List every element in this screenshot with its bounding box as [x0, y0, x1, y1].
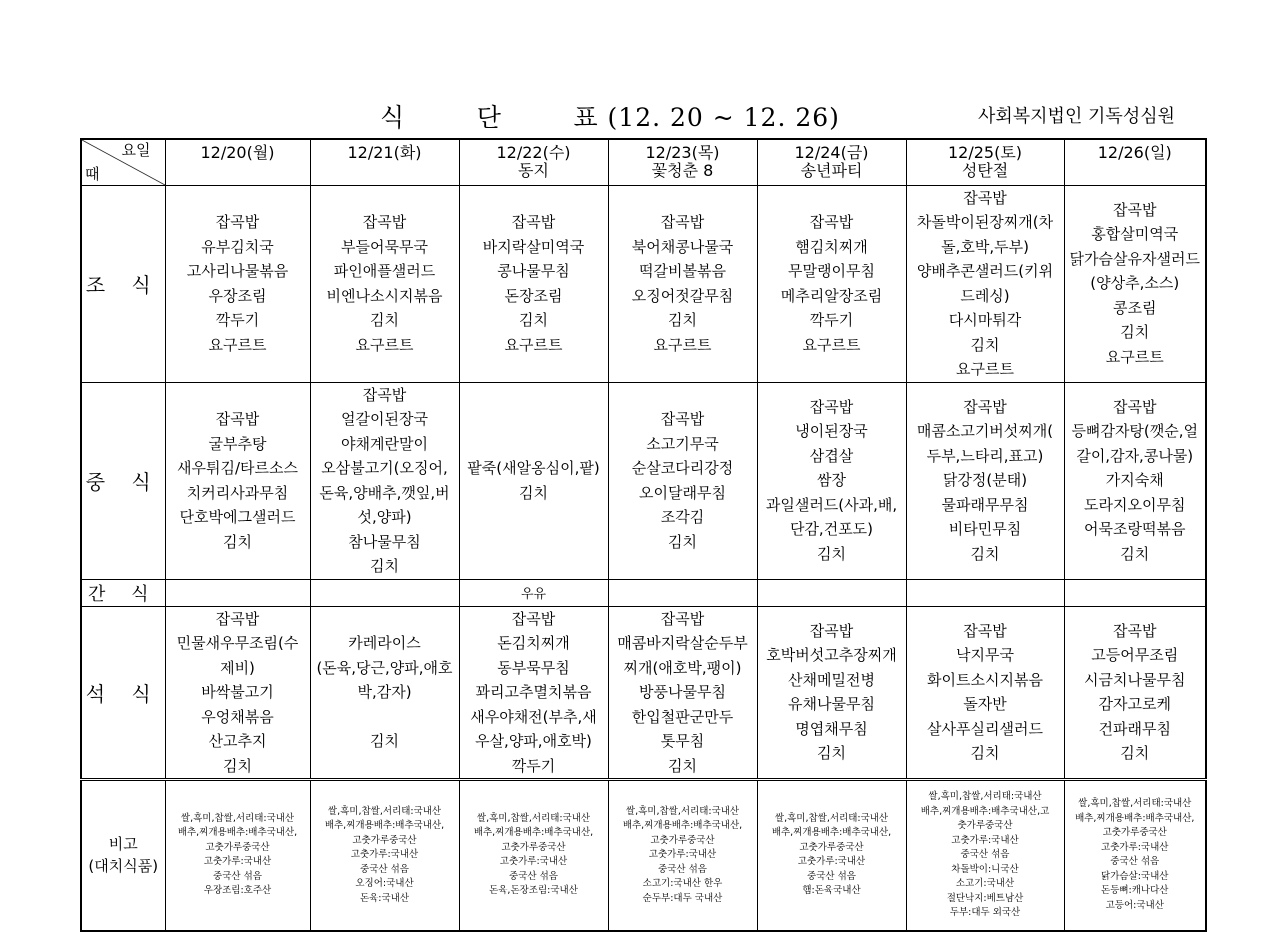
menu-item: 양배추콘샐러드(키위 — [916, 262, 1054, 280]
note-line: 고춧가루중국산 — [352, 834, 417, 846]
note-line: 중국산 섞음 — [1110, 856, 1160, 868]
menu-item: 무말랭이무침 — [788, 262, 875, 280]
day-sub — [166, 162, 310, 180]
menu-item: 호박버섯고추장찌개 — [766, 646, 897, 665]
day-header-4 — [757, 139, 906, 185]
note-line: 쌀,흑미,찹쌀,서리태:국내산 — [1078, 798, 1192, 810]
menu-item: 김치 — [519, 483, 548, 502]
menu-item: 등뼈감자탕(깻순,얼 — [1071, 422, 1199, 441]
note-line: 고춧가루중국산 — [501, 841, 566, 853]
menu-item: 잡곡밥 — [963, 397, 1007, 416]
day-sub: 송년파티 — [800, 161, 863, 181]
snack-label: 간 식 — [81, 579, 165, 606]
menu-item: 치커리사과무침 — [186, 483, 289, 502]
note-cell-6 — [1064, 780, 1206, 931]
menu-item: 잡곡밥 — [660, 213, 705, 231]
menu-item: 건파래무침 — [1098, 719, 1171, 738]
menu-item: 햄김치찌개 — [795, 237, 868, 256]
menu-cell-1 — [310, 382, 459, 579]
day-date: 12/20(월) — [200, 143, 275, 163]
menu-cell-6 — [1064, 606, 1206, 780]
menu-cell-5 — [906, 185, 1064, 382]
snack-row — [81, 579, 1206, 606]
menu-cell-0 — [165, 185, 310, 382]
menu-item: 고사리나물볶음 — [186, 262, 289, 280]
menu-item: 요구르트 — [653, 335, 712, 354]
menu-cell-1 — [310, 606, 459, 780]
day-sub — [1065, 162, 1206, 180]
day-sub: 동지 — [518, 161, 549, 181]
note-line: 고춧가루:국내산 — [350, 849, 419, 860]
note-cell-3 — [608, 780, 757, 931]
menu-item: 카레라이스 — [348, 634, 421, 652]
note-line: 고춧가루:국내산 — [499, 856, 568, 868]
menu-item: 잡곡밥 — [660, 609, 705, 628]
menu-item: 섯,양파) — [357, 508, 412, 526]
note-line: 순두부:대두 국내산 — [642, 892, 723, 904]
menu-item: 비엔나소시지볶음 — [326, 286, 443, 305]
menu-item: 오징어젓갈무침 — [631, 286, 734, 305]
menu-item: 파인애플샐러드 — [333, 262, 436, 280]
notes-label — [81, 780, 165, 931]
note-line: 고춧가루:국내산 — [951, 834, 1019, 846]
menu-item: 유부김치국 — [201, 237, 274, 256]
menu-item: 동부묵무침 — [497, 658, 570, 677]
notes-row — [81, 780, 1206, 931]
page-title: 식 단 표 (12. 20 ~ 12. 26) — [380, 103, 840, 132]
note-line: 중국산 섞음 — [360, 863, 409, 875]
menu-cell-0 — [165, 382, 310, 579]
note-line: 우장조림:호주산 — [203, 885, 272, 897]
snack-cell-0 — [165, 579, 310, 606]
menu-item: 돈김치찌개 — [497, 634, 570, 652]
note-line: 오징어:국내산 — [355, 878, 414, 889]
day-header-0 — [165, 139, 310, 185]
menu-item: 잡곡밥 — [215, 410, 260, 428]
menu-item: 산고추지 — [208, 732, 267, 750]
menu-item: 톳무침 — [660, 732, 705, 750]
menu-cell-0 — [165, 606, 310, 780]
menu-item: 제비) — [220, 658, 255, 677]
menu-item: 매콤바지락살순두부 — [617, 634, 748, 652]
menu-item: 오이달래무침 — [639, 483, 726, 502]
menu-item: 콩나물무침 — [497, 262, 570, 280]
menu-item: 한입철판군만두 — [631, 707, 734, 726]
note-line: 배추,찌개용배추:배추국내산, — [324, 820, 445, 831]
menu-item: 잡곡밥 — [511, 609, 556, 628]
note-line: 배추,찌개용배추:배추국내산, — [622, 820, 743, 831]
menu-table — [80, 138, 1207, 932]
note-line: 배추,찌개용배추:배추국내산, — [771, 827, 892, 839]
menu-item: 김치 — [817, 544, 846, 563]
snack-cell-6 — [1064, 579, 1206, 606]
note-line: 고춧가루:국내산 — [203, 856, 272, 868]
menu-item: 어묵조랑떡볶음 — [1084, 520, 1186, 539]
day-header-3 — [608, 139, 757, 185]
menu-item: 비타민무침 — [948, 520, 1022, 539]
menu-cell-4 — [757, 382, 906, 579]
menu-cell-2 — [459, 382, 608, 579]
menu-item: 잡곡밥 — [809, 621, 854, 640]
menu-item: 명엽채무침 — [795, 719, 868, 738]
menu-item: 홍합살미역국 — [1091, 225, 1179, 244]
note-line: 고춧가루중국산 — [799, 841, 864, 853]
note-line: 중국산 섞음 — [213, 870, 262, 882]
note-line: 중국산 섞음 — [960, 849, 1010, 860]
menu-item: 김치 — [370, 557, 399, 575]
day-sub: 꽃청춘 8 — [651, 161, 714, 181]
note-cell-0 — [165, 780, 310, 931]
menu-item: 오삼불고기(오징어, — [321, 459, 448, 477]
note-line: 쌀,흑미,찹쌀,서리태:국내산 — [327, 805, 442, 817]
menu-item: 김치 — [970, 335, 1000, 354]
menu-item: 돌,호박,두부) — [941, 237, 1029, 256]
menu-item: 도라지오이무침 — [1084, 495, 1186, 514]
menu-item: 감자고로케 — [1098, 695, 1171, 714]
menu-item: 고등어무조림 — [1091, 646, 1179, 665]
menu-item: 김치 — [370, 732, 399, 750]
day-header-6 — [1064, 139, 1206, 185]
menu-item: 돈장조림 — [504, 286, 563, 305]
menu-item: 요구르트 — [802, 335, 861, 354]
note-line: 고춧가루중국산 — [205, 841, 270, 853]
menu-cell-2 — [459, 606, 608, 780]
note-line: 고춧가루중국산 — [650, 834, 715, 846]
menu-item: 순살코다리강정 — [631, 459, 734, 477]
menu-item: 야채계란말이 — [341, 434, 428, 453]
menu-item: 잡곡밥 — [1113, 397, 1157, 416]
menu-cell-6 — [1064, 185, 1206, 382]
menu-cell-1 — [310, 185, 459, 382]
menu-item: 잡곡밥 — [963, 621, 1007, 640]
menu-item: 유채나물무침 — [788, 695, 875, 714]
menu-item: 잡곡밥 — [511, 213, 556, 231]
menu-item: 돌자반 — [963, 695, 1007, 714]
note-line: 쌀,흑미,찹쌀,서리태:국내산 — [180, 812, 295, 824]
menu-item: 돈육,양배추,깻잎,버 — [319, 483, 450, 502]
snack-cell-2: 우유 — [459, 579, 608, 606]
menu-item: 드레싱) — [960, 286, 1010, 305]
note-line: 중국산 섞음 — [807, 870, 856, 882]
corner-cell — [81, 139, 165, 185]
lunch-row — [81, 382, 1206, 579]
menu-item: 잡곡밥 — [809, 397, 854, 416]
menu-item: 북어채콩나물국 — [631, 237, 734, 256]
snack-cell-5 — [906, 579, 1064, 606]
menu-item: 물파래무무침 — [941, 495, 1029, 514]
menu-item: 굴부추탕 — [208, 434, 267, 453]
menu-item: 산채메밀전병 — [788, 670, 875, 689]
note-line: 중국산 섞음 — [658, 863, 707, 875]
day-sub: 성탄절 — [961, 161, 1009, 181]
menu-item: 잡곡밥 — [963, 188, 1007, 207]
menu-cell-4 — [757, 606, 906, 780]
note-line: 고춧가루:국내산 — [1101, 841, 1169, 853]
menu-item: 바지락살미역국 — [482, 237, 585, 256]
menu-item: 단감,건포도) — [789, 520, 874, 539]
day-header-5 — [906, 139, 1064, 185]
menu-item: 바싹불고기 — [201, 683, 274, 701]
menu-item: 매콤소고기버섯찌개( — [916, 422, 1054, 441]
menu-item: 쌈장 — [817, 471, 846, 490]
menu-item: 잡곡밥 — [809, 213, 854, 231]
menu-item: 콩조림 — [1113, 298, 1157, 317]
menu-item: 두부,느타리,표고) — [926, 446, 1044, 465]
snack-cell-4 — [757, 579, 906, 606]
menu-item: 김치 — [668, 756, 697, 775]
breakfast-row — [81, 185, 1206, 382]
note-line: 돈육,돈장조림:국내산 — [489, 885, 578, 897]
menu-item: 꽈리고추멸치볶음 — [475, 683, 592, 701]
note-line: 배추,찌개용배추:배추국내산, — [177, 827, 298, 839]
menu-item: 요구르트 — [504, 335, 563, 354]
menu-cell-5 — [906, 382, 1064, 579]
menu-item: 방풍나물무침 — [639, 683, 726, 701]
menu-item: 우엉채볶음 — [201, 707, 274, 726]
menu-item: 잡곡밥 — [215, 609, 260, 628]
menu-item: 참나물무침 — [348, 532, 421, 551]
menu-item: 깍두기 — [809, 311, 854, 329]
menu-item: 잡곡밥 — [362, 213, 407, 231]
menu-item: 찌개(애호박,팽이) — [623, 658, 742, 677]
menu-item: 살사푸실리샐러드 — [927, 719, 1043, 738]
menu-item: 조각김 — [660, 508, 705, 526]
menu-item: 화이트소시지볶음 — [927, 670, 1043, 689]
breakfast-label: 조 식 — [81, 185, 165, 382]
day-date: 12/22(수) — [496, 143, 571, 163]
note-line: 쌀,흑미,찹쌀,서리태:국내산 — [625, 805, 740, 817]
menu-item: 메추리알장조림 — [780, 286, 883, 305]
menu-item: 잡곡밥 — [660, 410, 705, 428]
menu-item: 다시마튀각 — [948, 311, 1022, 329]
corner-day-label: 요일 — [121, 141, 151, 159]
note-line: 두부:대두 외국산 — [949, 907, 1021, 918]
notes-label-2: (대치식품) — [88, 857, 159, 876]
menu-item: 요구르트 — [1105, 347, 1164, 366]
menu-cell-3 — [608, 382, 757, 579]
day-sub — [311, 162, 459, 180]
note-line: 돈등뼈:캐나다산 — [1101, 885, 1169, 897]
menu-item: 요구르트 — [956, 360, 1014, 378]
menu-item: 낙지무국 — [956, 646, 1014, 665]
snack-cell-1 — [310, 579, 459, 606]
menu-item: 잡곡밥 — [1113, 621, 1157, 640]
menu-item — [311, 705, 459, 730]
note-line: 고춧가루:국내산 — [648, 849, 717, 860]
lunch-label: 중 식 — [81, 382, 165, 579]
menu-item: 얼갈이된장국 — [341, 410, 428, 428]
menu-cell-4 — [757, 185, 906, 382]
menu-item: 김치 — [970, 744, 1000, 763]
menu-item: 단호박에그샐러드 — [179, 508, 296, 526]
note-line: 배추,찌개용배추:배추국내산,고 — [920, 805, 1050, 817]
menu-item: 깍두기 — [215, 311, 260, 329]
menu-item: 삼겹살 — [809, 446, 854, 465]
menu-cell-3 — [608, 606, 757, 780]
menu-item: 잡곡밥 — [215, 213, 260, 231]
menu-item: 김치 — [817, 744, 846, 763]
menu-item: 새우튀김/타르소스 — [177, 459, 298, 477]
menu-cell-2 — [459, 185, 608, 382]
menu-item: (양상추,소스) — [1090, 274, 1180, 293]
notes-label-1: 비고 — [108, 835, 138, 854]
menu-item: 김치 — [1120, 544, 1150, 563]
note-line: 배추,찌개용배추:배추국내산, — [1075, 812, 1195, 824]
menu-item: 김치 — [1120, 323, 1150, 342]
note-line: 춧가루중국산 — [957, 820, 1013, 831]
menu-item: 가지숙채 — [1105, 471, 1164, 490]
note-line: 고춧가루:국내산 — [797, 856, 866, 868]
menu-item: 김치 — [223, 756, 252, 775]
menu-item: 갈이,감자,콩나물) — [1076, 446, 1194, 465]
menu-item: 김치 — [668, 532, 697, 551]
menu-item: 닭가슴살유자샐러드 — [1069, 249, 1200, 268]
menu-item: 민물새우무조림(수 — [176, 634, 299, 652]
menu-item: 김치 — [519, 311, 548, 329]
day-date: 12/23(목) — [645, 143, 720, 163]
note-line: 고춧가루중국산 — [1102, 827, 1167, 839]
note-line: 소고기:국내산 한우 — [642, 878, 723, 889]
day-header-2 — [459, 139, 608, 185]
menu-item: 부들어묵무국 — [341, 237, 428, 256]
note-line: 중국산 섞음 — [509, 870, 558, 882]
note-cell-4 — [757, 780, 906, 931]
note-cell-1 — [310, 780, 459, 931]
note-line: 쌀,흑미,찹쌀,서리태:국내산 — [774, 812, 889, 824]
menu-item: 박,감자) — [357, 683, 412, 701]
note-line: 쌀,흑미,찹쌀,서리태:국내산 — [928, 791, 1042, 802]
note-cell-5 — [906, 780, 1064, 931]
menu-cell-3 — [608, 185, 757, 382]
menu-item: 잡곡밥 — [1113, 200, 1157, 219]
dinner-row — [81, 606, 1206, 780]
menu-item: 닭강정(분태) — [942, 471, 1028, 490]
menu-item: 잡곡밥 — [362, 385, 407, 404]
note-line: 닭가슴살:국내산 — [1101, 870, 1169, 882]
day-date: 12/26(일) — [1097, 143, 1172, 163]
menu-item: 우장조림 — [208, 286, 267, 305]
note-cell-2 — [459, 780, 608, 931]
note-line: 소고기:국내산 — [955, 878, 1015, 889]
note-line: 배추,찌개용배추:배추국내산, — [473, 827, 594, 839]
menu-item: 김치 — [668, 311, 697, 329]
menu-item: 김치 — [970, 544, 1000, 563]
menu-item: 요구르트 — [208, 335, 267, 354]
note-line: 절단낙지:베트남산 — [946, 892, 1024, 904]
menu-item: 깍두기 — [511, 756, 556, 775]
menu-item: (돈육,당근,양파,애호 — [316, 658, 453, 677]
header-row — [81, 139, 1206, 185]
menu-item: 김치 — [370, 311, 399, 329]
corner-meal-label: 때 — [85, 164, 100, 183]
note-line: 햄:돈육국내산 — [802, 885, 861, 897]
menu-cell-5 — [906, 606, 1064, 780]
snack-cell-3 — [608, 579, 757, 606]
menu-item: 김치 — [1120, 744, 1150, 763]
menu-item: 우살,양파,애호박) — [475, 732, 592, 750]
note-line: 쌀,흑미,찹쌀,서리태:국내산 — [476, 812, 591, 824]
day-date: 12/25(토) — [947, 143, 1023, 163]
note-line: 돈육:국내산 — [359, 892, 410, 904]
day-date: 12/21(화) — [347, 143, 422, 163]
menu-item: 새우야채전(부추,새 — [470, 707, 597, 726]
menu-item: 요구르트 — [355, 335, 414, 354]
day-header-1 — [310, 139, 459, 185]
menu-item: 팥죽(새알옹심이,팥) — [467, 459, 600, 477]
dinner-label: 석 식 — [81, 606, 165, 780]
note-line: 차돌박이:니국산 — [951, 863, 1019, 875]
menu-item: 시금치나물무침 — [1084, 670, 1186, 689]
menu-cell-6 — [1064, 382, 1206, 579]
day-date: 12/24(금) — [794, 143, 869, 163]
menu-item: 김치 — [223, 532, 252, 551]
menu-item: 차돌박이된장찌개(차 — [916, 213, 1054, 231]
note-line: 고등어:국내산 — [1105, 899, 1164, 911]
organization-name: 사회복지법인 기독성심원 — [978, 106, 1175, 127]
menu-item: 과일샐러드(사과,배, — [765, 495, 898, 514]
menu-item: 소고기무국 — [646, 434, 719, 453]
menu-item: 냉이된장국 — [795, 422, 868, 441]
menu-item: 떡갈비볼볶음 — [639, 262, 726, 280]
